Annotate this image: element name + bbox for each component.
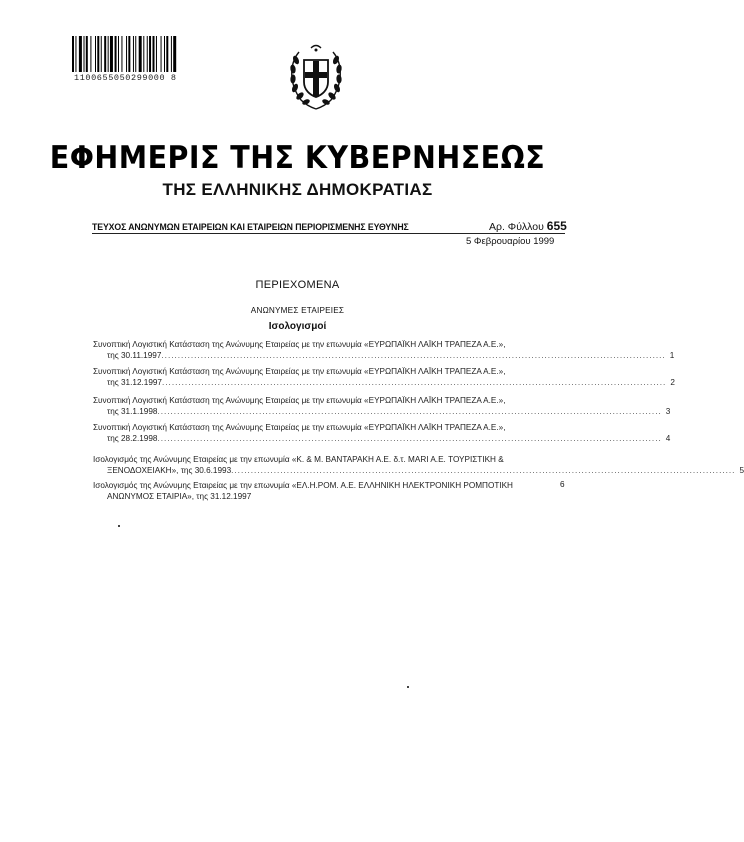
contents-entry (93, 454, 744, 476)
sheet-number-label (489, 219, 567, 233)
subsection-heading: Ισολογισμοί (268, 321, 327, 332)
coat-of-arms-emblem (287, 38, 345, 112)
leader-dots: .......................................................................................................................................................... (162, 378, 667, 387)
entry-line2: ΞΕΝΟΔΟΧΕΙΑΚΗ», της 30.6.1993 (107, 466, 232, 475)
contents-entry (93, 366, 675, 388)
leader-dots: .......................................................................................................................................................... (157, 407, 662, 416)
entry-page-number: 3 (665, 407, 671, 416)
contents-title: ΠΕΡΙΕΧΟΜΕΝΑ (255, 279, 340, 291)
entry-line2: της 30.11.1997 (107, 351, 162, 360)
entry-page-number: 6 (560, 480, 565, 489)
contents-entry (93, 395, 671, 417)
leader-dots: .......................................................................................................................................................... (231, 466, 736, 475)
entry-page-number: 2 (670, 378, 675, 387)
scan-speck (118, 525, 120, 527)
entry-line1: Συνοπτική Λογιστική Κατάσταση της Ανώνυμης Εταιρείας με την επωνυμία «ΕΥΡΩΠΑΪΚΗ ΛΑΪΚΗ ΤΡΑΠΕΖΑ Α.Ε.», (93, 340, 506, 349)
entry-page-number: 4 (665, 434, 671, 443)
entry-line1: Ισολογισμός της Ανώνυμης Εταιρείας με την επωνυμία «ΕΛ.Η.ΡΟΜ. Α.Ε. ΕΛΛΗΝΙΚΗ ΗΛΕΚΤΡΟΝΙΚΗ ΡΟΜΠΟΤΙΚΗ (93, 481, 513, 490)
contents-entry (93, 422, 671, 444)
entry-page-number: 1 (669, 351, 675, 360)
issue-series: ΤΕΥΧΟΣ ΑΝΩΝΥΜΩΝ ΕΤΑΙΡΕΙΩΝ ΚΑΙ ΕΤΑΙΡΕΙΩΝ ΠΕΡΙΟΡΙΣΜΕΝΗΣ ΕΥΘΥΝΗΣ (92, 221, 409, 232)
gazette-subtitle: ΤΗΣ ΕΛΛΗΝΙΚΗΣ ΔΗΜΟΚΡΑΤΙΑΣ (162, 180, 433, 199)
entry-line1: Συνοπτική Λογιστική Κατάσταση της Ανώνυμης Εταιρείας με την επωνυμία «ΕΥΡΩΠΑΪΚΗ ΛΑΪΚΗ ΤΡΑΠΕΖΑ Α.Ε.», (93, 367, 506, 376)
contents-entry (93, 339, 675, 361)
scan-speck (407, 686, 409, 688)
leader-dots: .......................................................................................................................................................... (157, 434, 662, 443)
entry-line2: ΑΝΩΝΥΜΟΣ ΕΤΑΙΡΙΑ», της 31.12.1997 (107, 492, 252, 501)
entry-line1: Συνοπτική Λογιστική Κατάσταση της Ανώνυμης Εταιρείας με την επωνυμία «ΕΥΡΩΠΑΪΚΗ ΛΑΪΚΗ ΤΡΑΠΕΖΑ Α.Ε.», (93, 396, 506, 405)
barcode-number: 1100655050299000 8 (74, 73, 177, 83)
entry-line2: της 31.12.1997 (107, 378, 162, 387)
section-heading: ΑΝΩΝΥΜΕΣ ΕΤΑΙΡΕΙΕΣ (250, 306, 345, 315)
sheet-label: Αρ. Φύλλου (489, 221, 544, 233)
gazette-title: ΕΦΗΜΕΡΙΣ ΤΗΣ ΚΥΒΕΡΝΗΣΕΩΣ (49, 140, 546, 176)
leader-dots: .......................................................................................................................................................... (161, 351, 666, 360)
entry-line2: της 31.1.1998 (107, 407, 158, 416)
entry-line1: Ισολογισμός της Ανώνυμης Εταιρείας με την επωνυμία «Κ. & Μ. ΒΑΝΤΑΡΑΚΗ Α.Ε. δ.τ. MARI A.E. ΤΟΥΡΙΣΤΙΚΗ & (93, 455, 504, 464)
contents-entry (93, 480, 568, 502)
entry-page-number: 5 (739, 466, 744, 475)
entry-line2: της 28.2.1998 (107, 434, 158, 443)
sheet-number: 655 (546, 219, 567, 233)
issue-date: 5 Φεβρουαρίου 1999 (466, 236, 555, 247)
entry-line1: Συνοπτική Λογιστική Κατάσταση της Ανώνυμης Εταιρείας με την επωνυμία «ΕΥΡΩΠΑΪΚΗ ΛΑΪΚΗ ΤΡΑΠΕΖΑ Α.Ε.», (93, 423, 506, 432)
header-divider (92, 233, 565, 234)
barcode (72, 36, 214, 72)
